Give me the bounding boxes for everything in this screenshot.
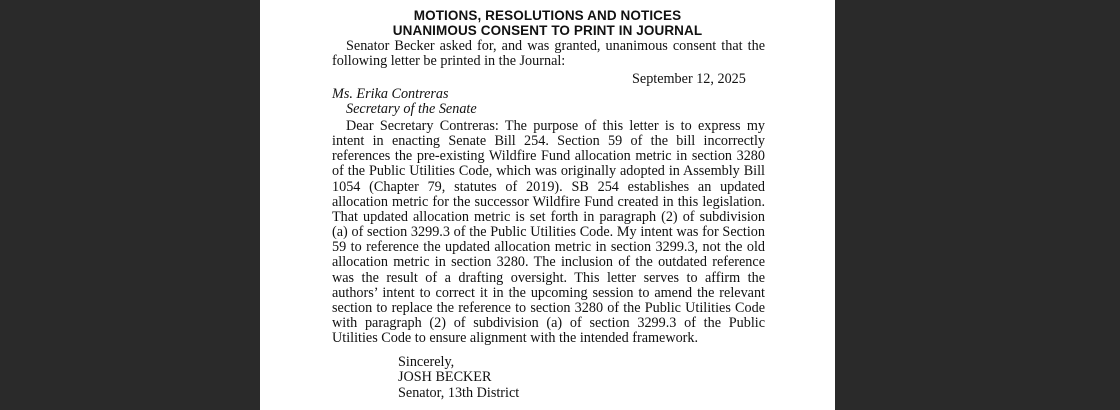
recipient-title: Secretary of the Senate	[346, 101, 477, 117]
letter-closing: Sincerely,	[398, 354, 455, 370]
journal-page	[260, 0, 835, 410]
recipient-name: Ms. Erika Contreras	[332, 86, 449, 102]
section-title: MOTIONS, RESOLUTIONS AND NOTICES	[413, 8, 682, 23]
subsection-title: UNANIMOUS CONSENT TO PRINT IN JOURNAL	[392, 23, 703, 38]
intro-paragraph: Senator Becker asked for, and was granted, unanimous consent that the following letter be printed in the Journal:	[332, 38, 765, 70]
signer-title: Senator, 13th District	[398, 385, 520, 401]
letter-date: September 12, 2025	[632, 71, 746, 87]
letter-body: Dear Secretary Contreras: The purpose of this letter is to express my intent in enacting Senate Bill 254. Section 59 of the bill incorrectly references the pre-existing Wildfire Fund allocation metric in section 3280 of the Public Utilities Code, which was originally adopted in Assembly Bill 1054 (Chapter 79, statutes of 2019). SB 254 establishes an updated allocation metric for the successor Wildfire Fund created in this legislation. That updated allocation metric is set forth in paragraph (2) of subdivision (a) of section 3299.3 of the Public Utilities Code. My intent was for Section 59 to reference the updated allocation metric in section 3299.3, not the old allocation metric in section 3280. The inclusion of the outdated reference was the result of a drafting oversight. This letter serves to affirm the authors’ intent to correct it in the upcoming session to amend the relevant section to replace the reference to section 3280 of the Public Utilities Code with paragraph (2) of subdivision (a) of section 3299.3 of the Public Utilities Code to ensure alignment with the intended framework.	[332, 118, 765, 347]
signer-name: JOSH BECKER	[398, 369, 492, 385]
